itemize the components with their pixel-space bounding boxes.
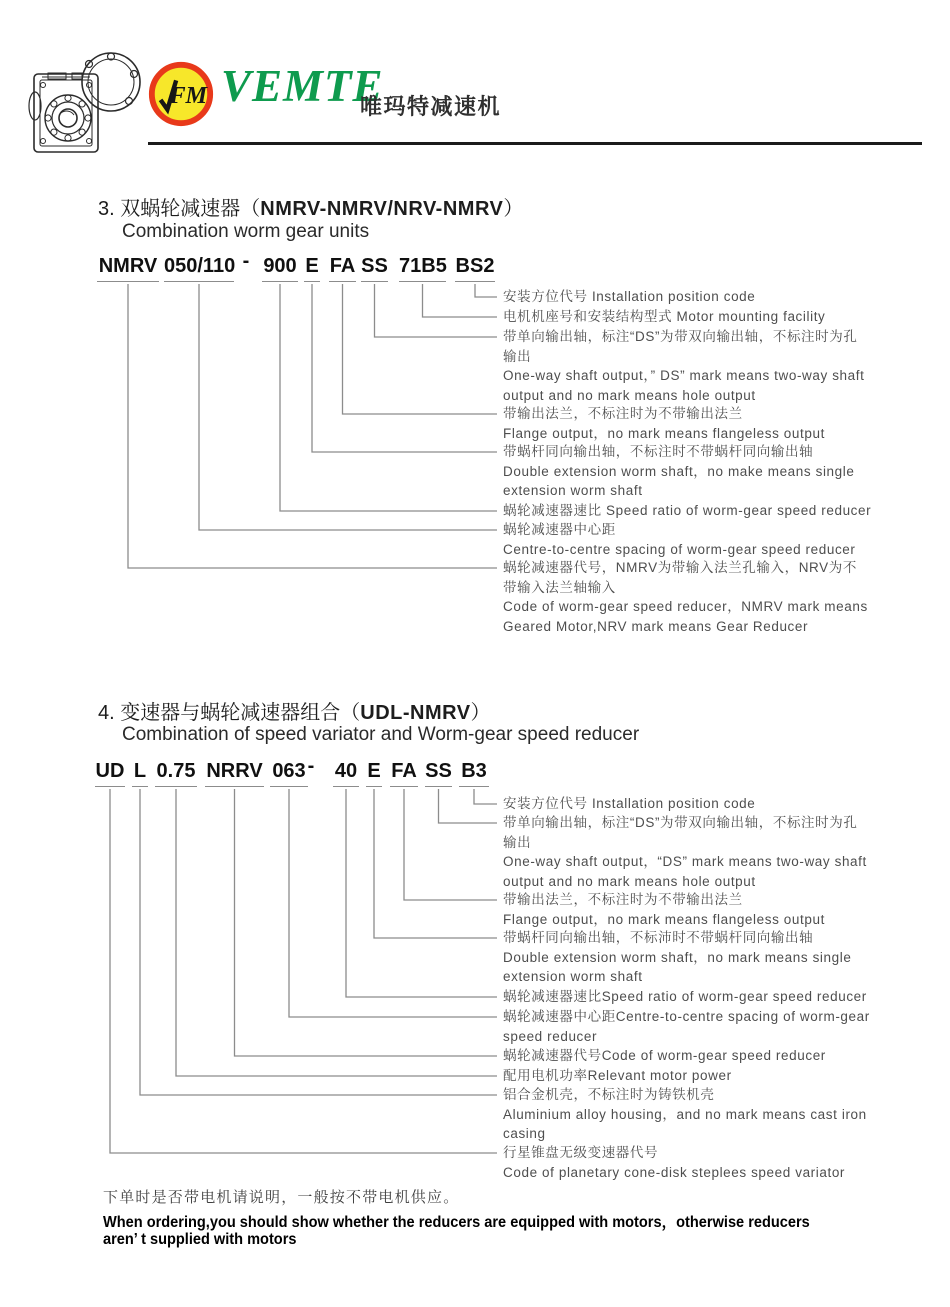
section4-title-prefix: 4. 变速器与蜗轮减速器组合（: [98, 702, 361, 724]
s3-callout-reducer-code: [503, 558, 950, 636]
callout-line: 蜗轮减速器中心距: [503, 522, 616, 537]
callout-line: 输出: [503, 834, 532, 850]
s4-code-segment-nrrv: NRRV: [205, 760, 264, 787]
s4-code-segment-power: 0.75: [155, 760, 197, 787]
s3-callout-installation-position: [503, 287, 950, 307]
callout-line: output and no mark means hole output: [503, 873, 756, 889]
s4-callout-motor-power: [503, 1066, 950, 1086]
brand-name: VEMTE: [221, 61, 384, 111]
s3-code-segment-nmrv: NMRV: [97, 255, 159, 282]
callout-line: Aluminium alloy housing，and no mark means cast iron: [503, 1106, 867, 1122]
s4-callout-reducer-code: [503, 1046, 950, 1066]
callout-line: 安装方位代号 Installation position code: [503, 796, 756, 811]
callout-line: 带输出法兰，不标注时为不带输出法兰: [503, 406, 743, 421]
section4-title: [98, 696, 491, 725]
callout-line: 配用电机功率Relevant motor power: [503, 1068, 732, 1083]
callout-line: Centre-to-centre spacing of worm-gear speed reducer: [503, 541, 856, 557]
callout-line: 电机机座号和安装结构型式 Motor mounting facility: [503, 309, 826, 324]
s4-callout-installation-position: [503, 794, 950, 814]
callout-line: Geared Motor,NRV mark means Gear Reducer: [503, 618, 809, 634]
s3-code-segment-ss: SS: [361, 255, 388, 282]
s3-callout-worm-shaft: [503, 442, 950, 501]
callout-line: 蜗轮减速器速比Speed ratio of worm-gear speed reducer: [503, 989, 867, 1004]
callout-line: Double extension worm shaft，no make means single: [503, 463, 855, 479]
vemte-logo-badge: [145, 59, 217, 129]
callout-line: 带输入法兰轴输入: [503, 579, 616, 595]
header-divider: [148, 142, 922, 145]
callout-line: speed reducer: [503, 1028, 598, 1044]
s3-callout-centre-spacing: [503, 520, 950, 559]
s3-code-segment-fa: FA: [329, 255, 356, 282]
callout-line: 行星锥盘无级变速器代号: [503, 1145, 659, 1160]
callout-line: 带蜗杆同向输出轴，不标注时不带蜗杆同向输出轴: [503, 444, 814, 459]
section4-title-suffix: ）: [470, 702, 491, 724]
ordering-note-en-line1: When ordering,you should show whether the reducers are equipped with motors，otherwise reducers: [103, 1214, 810, 1231]
callout-line: 带单向输出轴，标注“DS”为带双向输出轴，不标注时为孔: [503, 329, 858, 344]
s4-callout-centre-spacing: [503, 1007, 950, 1046]
s3-code-segment-bs2: BS2: [455, 255, 495, 282]
callout-line: Code of worm-gear speed reducer，NMRV mark means: [503, 599, 868, 614]
s4-callout-housing: [503, 1085, 950, 1144]
callout-line: 带输出法兰，不标注时为不带输出法兰: [503, 892, 743, 907]
s4-callout-worm-shaft: [503, 928, 950, 987]
ordering-note-zh: 下单时是否带电机请说明，一般按不带电机供应。: [103, 1189, 460, 1206]
s3-callout-flange-output: [503, 404, 950, 443]
s3-code-segment-dash: -: [242, 250, 250, 272]
gearbox-line-drawing: [28, 44, 142, 164]
callout-line: 安装方位代号 Installation position code: [503, 289, 756, 304]
s4-callout-speed-ratio: [503, 987, 950, 1007]
s3-code-segment-ratio: 900: [262, 255, 298, 282]
s3-callout-motor-mounting: [503, 307, 950, 327]
callout-line: 铝合金机壳，不标注时为铸铁机壳: [503, 1087, 715, 1102]
s4-code-segment-dash: -: [307, 755, 315, 777]
callout-line: 蜗轮减速器速比 Speed ratio of worm-gear speed reducer: [503, 503, 872, 518]
section4-title-code: UDL-NMRV: [360, 702, 471, 724]
s4-code-segment-ud: UD: [95, 760, 125, 787]
s3-callout-shaft-output: [503, 327, 950, 405]
brand-name-zh: 唯玛特减速机: [360, 94, 502, 119]
s4-callout-variator-code: [503, 1143, 950, 1182]
callout-line: extension worm shaft: [503, 969, 643, 984]
section3-title: [98, 192, 523, 221]
s4-code-segment-ss: SS: [425, 760, 452, 787]
section4-subtitle: Combination of speed variator and Worm-gear speed reducer: [122, 724, 640, 745]
callout-line: 输出: [503, 348, 532, 364]
section3-title-code: NMRV-NMRV/NRV-NMRV: [260, 198, 504, 220]
s4-code-segment-fa: FA: [390, 760, 418, 787]
callout-line: Flange output，no mark means flangeless output: [503, 911, 825, 927]
callout-line: 蜗轮减速器代号Code of worm-gear speed reducer: [503, 1048, 826, 1063]
section3-subtitle: Combination worm gear units: [122, 221, 370, 242]
callout-line: 带单向输出轴，标注“DS”为带双向输出轴，不标注时为孔: [503, 815, 858, 830]
callout-line: 蜗轮减速器代号，NMRV为带输入法兰孔输入，NRV为不: [503, 560, 857, 575]
callout-line: One-way shaft output，“DS” mark means two-way shaft: [503, 854, 867, 869]
callout-line: One-way shaft output，” DS” mark means two-way shaft: [503, 368, 865, 383]
s4-callout-flange-output: [503, 890, 950, 929]
callout-line: output and no mark means hole output: [503, 387, 756, 403]
s3-code-segment-71b5: 71B5: [399, 255, 446, 282]
callout-line: 带蜗杆同向输出轴，不标沛时不带蜗杆同向输出轴: [503, 930, 814, 945]
s3-code-segment-e: E: [304, 255, 320, 282]
s4-code-segment-e: E: [366, 760, 382, 787]
callout-line: Double extension worm shaft，no mark means single: [503, 949, 852, 965]
s4-code-segment-b3: B3: [459, 760, 489, 787]
callout-line: casing: [503, 1126, 546, 1141]
callout-line: 蜗轮减速器中心距Centre-to-centre spacing of worm-gear: [503, 1009, 870, 1024]
s4-code-segment-l: L: [132, 760, 148, 787]
logo-monogram: FM: [169, 81, 208, 109]
callout-line: Flange output，no mark means flangeless output: [503, 425, 825, 441]
s4-callout-shaft-output: [503, 813, 950, 891]
ordering-note-en-line2: aren’ t supplied with motors: [103, 1231, 297, 1248]
s3-code-segment-size: 050/110: [164, 255, 234, 282]
callout-line: Code of planetary cone-disk steplees speed variator: [503, 1164, 846, 1180]
s4-code-segment-ratio: 40: [333, 760, 359, 787]
s3-callout-speed-ratio: [503, 501, 950, 521]
s4-code-segment-size: 063: [270, 760, 308, 787]
callout-line: extension worm shaft: [503, 483, 643, 498]
section3-title-prefix: 3. 双蜗轮减速器（: [98, 198, 261, 220]
section3-title-suffix: ）: [503, 198, 524, 220]
